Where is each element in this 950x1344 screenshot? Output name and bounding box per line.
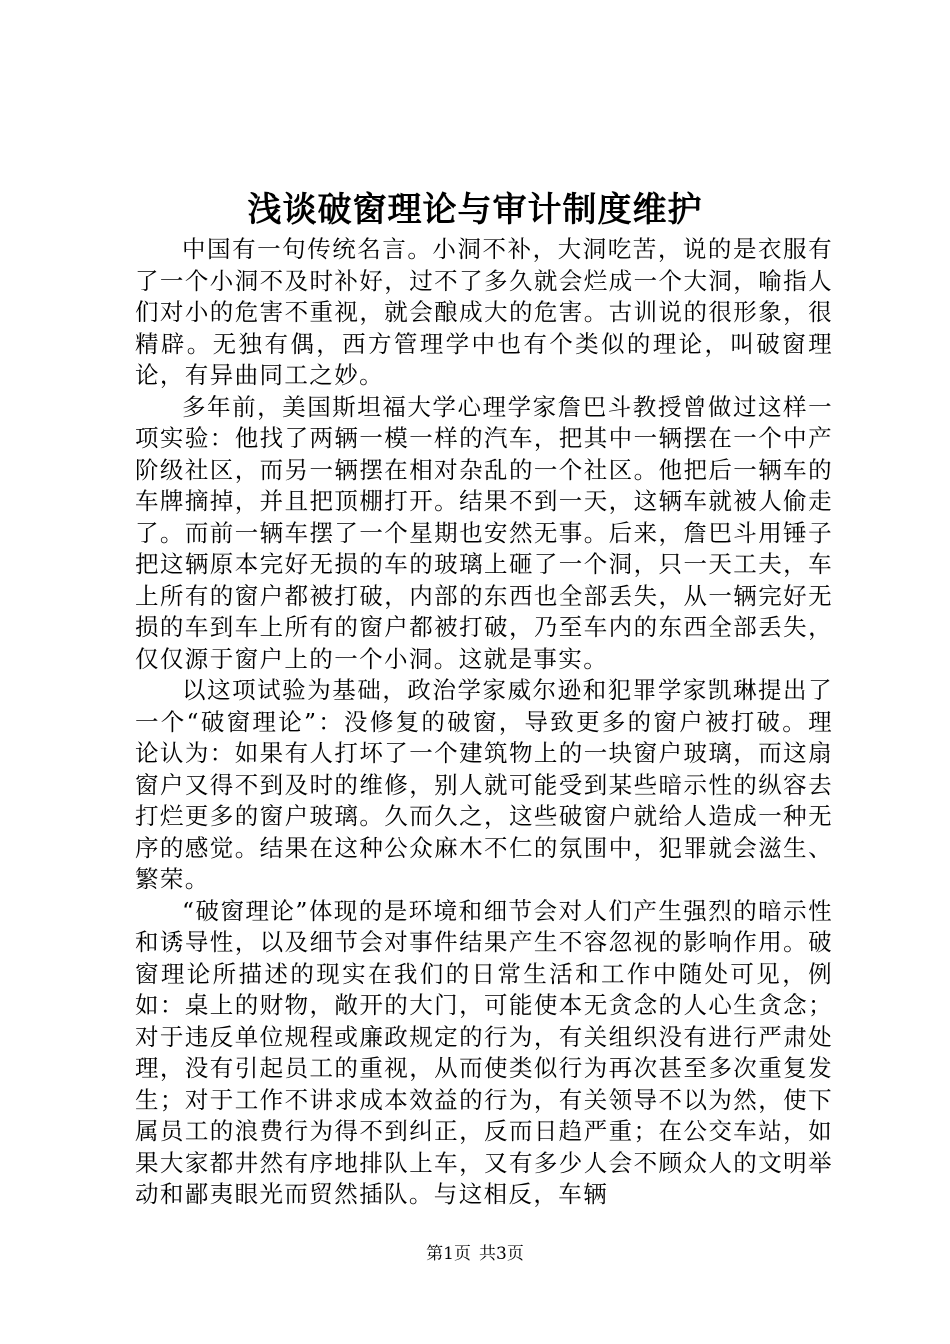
document-title: 浅谈破窗理论与审计制度维护 — [247, 190, 703, 230]
paragraph-3: 以这项试验为基础，政治学家威尔逊和犯罪学家凯琳提出了一个“破窗理论”：没修复的破窗，导致更多的窗户被打破。理论认为：如果有人打坏了一个建筑物上的一块窗户玻璃，而这扇窗户又得不到及时的维修，别人就可能受到某些暗示性的纵容去打烂更多的窗户玻璃。久而久之，这些破窗户就给人造成一种无序的感觉。结果在这种公众麻木不仁的氛围中，犯罪就会滋生、繁荣。 — [135, 676, 833, 893]
page-number: 第1页 — [426, 1244, 471, 1264]
page-total: 共3页 — [479, 1244, 524, 1264]
paragraph-4: “破窗理论”体现的是环境和细节会对人们产生强烈的暗示性和诱导性，以及细节会对事件结果产生不容忽视的影响作用。破窗理论所描述的现实在我们的日常生活和工作中随处可见，例如：桌上的财物，敞开的大门，可能使本无贪念的人心生贪念；对于违反单位规程或廉政规定的行为，有关组织没有进行严肃处理，没有引起员工的重视，从而使类似行为再次甚至多次重复发生；对于工作不讲求成本效益的行为，有关领导不以为然，使下属员工的浪费行为得不到纠正，反而日趋严重；在公交车站，如果大家都井然有序地排队上车，又有多少人会不顾众人的文明举动和鄙夷眼光而贸然插队。与这相反，车辆 — [135, 896, 833, 1208]
paragraph-2: 多年前，美国斯坦福大学心理学家詹巴斗教授曾做过这样一项实验：他找了两辆一模一样的汽车，把其中一辆摆在一个中产阶级社区，而另一辆摆在相对杂乱的一个社区。他把后一辆车的车牌摘掉，并且把顶棚打开。结果不到一天，这辆车就被人偷走了。而前一辆车摆了一个星期也安然无事。后来，詹巴斗用锤子把这辆原本完好无损的车的玻璃上砸了一个洞，只一天工夫，车上所有的窗户都被打破，内部的东西也全部丢失，从一辆完好无损的车到车上所有的窗户都被打破，乃至车内的东西全部丢失，仅仅源于窗户上的一个小洞。这就是事实。 — [135, 392, 833, 673]
document-body — [135, 234, 833, 1211]
page-footer — [0, 1242, 950, 1266]
paragraph-1: 中国有一句传统名言。小洞不补，大洞吃苦，说的是衣服有了一个小洞不及时补好，过不了多久就会烂成一个大洞，喻指人们对小的危害不重视，就会酿成大的危害。古训说的很形象，很精辟。无独有偶，西方管理学中也有个类似的理论，叫破窗理论，有异曲同工之妙。 — [135, 235, 833, 389]
